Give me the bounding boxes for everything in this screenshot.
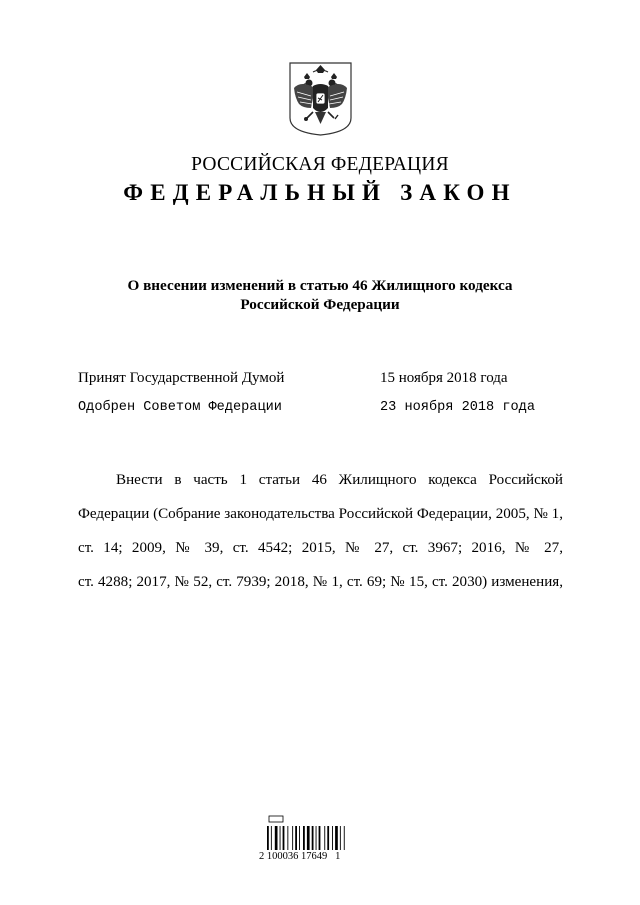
barcode-number: 2 100036 17649 1: [259, 851, 341, 862]
duma-adoption-label: Принят Государственной Думой: [78, 370, 285, 386]
body-line: ст. 4288; 2017, № 52, ст. 7939; 2018, № 1, ст. 69; № 15, ст. 2030) изменения,: [78, 574, 563, 590]
body-line: ст. 14; 2009, № 39, ст. 4542; 2015, № 27, ст. 3967; 2016, № 27,: [78, 540, 563, 556]
law-title-line-2: Российской Федерации: [240, 296, 400, 313]
council-approval-date: 23 ноября 2018 года: [380, 400, 535, 415]
body-line: Федерации (Собрание законодательства Российской Федерации, 2005, № 1,: [78, 506, 563, 522]
body-line: Внести в часть 1 статьи 46 Жилищного кодекса Российской: [116, 472, 563, 488]
document-type-heading: ФЕДЕРАЛЬНЫЙ ЗАКОН: [123, 180, 517, 205]
council-approval-label: Одобрен Советом Федерации: [78, 400, 282, 415]
law-title-line-1: О внесении изменений в статью 46 Жилищного кодекса: [127, 277, 513, 294]
duma-adoption-date: 15 ноября 2018 года: [380, 370, 508, 386]
law-title: [0, 276, 640, 314]
law-body-paragraph: [78, 472, 563, 608]
coat-of-arms-icon: [289, 62, 352, 136]
country-heading: РОССИЙСКАЯ ФЕДЕРАЦИЯ: [191, 154, 449, 175]
